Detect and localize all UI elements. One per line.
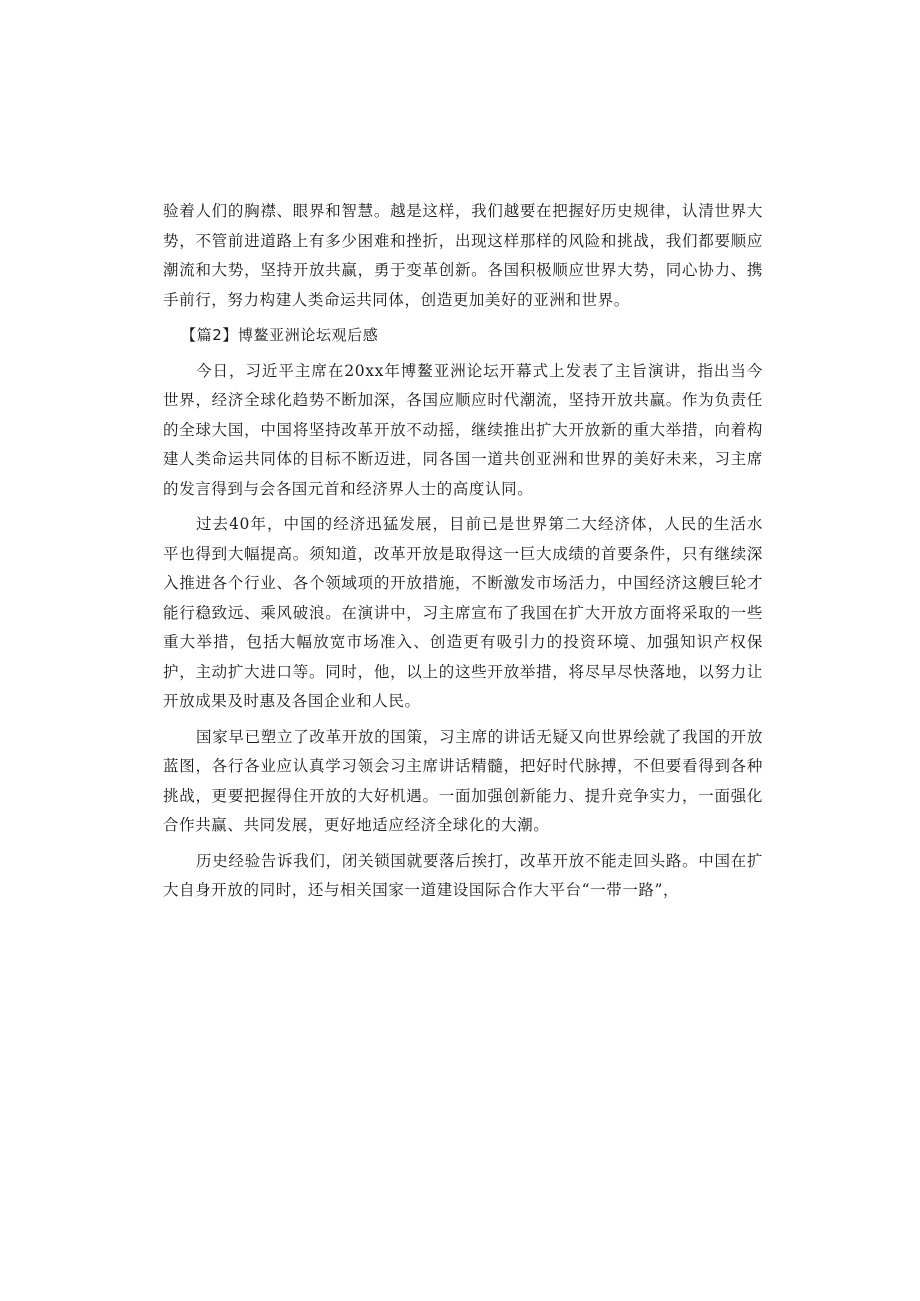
paragraph-4: 历史经验告诉我们，闭关锁国就要落后挨打，改革开放不能走回头路。中国在扩大自身开放的同时，还与相关国家一道建设国际合作大平台“一带一路”， <box>163 851 763 899</box>
document-body <box>163 197 763 906</box>
paragraph-continued: 验着人们的胸襟、眼界和智慧。越是这样，我们越要在把握好历史规律，认清世界大势，不管前进道路上有多少困难和挫折，出现这样那样的风险和挑战，我们都要顺应潮流和大势，坚持开放共赢，勇于变革创新。各国积极顺应世界大势，同心协力、携手前行，努力构建人类命运共同体，创造更加美好的亚洲和世界。 <box>163 202 763 309</box>
section-heading: 【篇2】博鳌亚洲论坛观后感 <box>181 326 379 344</box>
paragraph-2: 过去40年，中国的经济迅猛发展，目前已是世界第二大经济体，人民的生活水平也得到大幅提高。须知道，改革开放是取得这一巨大成绩的首要条件，只有继续深入推进各个行业、各个领域项的开放措施，不断激发市场活力，中国经济这艘巨轮才能行稳致远、乘风破浪。在演讲中，习主席宣布了我国在扩大开放方面将采取的一些重大举措，包括大幅放宽市场准入、创造更有吸引力的投资环境、加强知识产权保护，主动扩大进口等。同时，他，以上的这些开放举措，将尽早尽快落地，以努力让开放成果及时惠及各国企业和人民。 <box>163 515 763 710</box>
paragraph-1: 今日，习近平主席在20xx年博鳌亚洲论坛开幕式上发表了主旨演讲，指出当今世界，经济全球化趋势不断加深，各国应顺应时代潮流，坚持开放共赢。作为负责任的全球大国，中国将坚持改革开放不动摇，继续推出扩大开放新的重大举措，向着构建人类命运共同体的目标不断迈进，同各国一道共创亚洲和世界的美好未来，习主席的发言得到与会各国元首和经济界人士的高度认同。 <box>163 361 763 498</box>
paragraph-3: 国家早已塑立了改革开放的国策，习主席的讲话无疑又向世界绘就了我国的开放蓝图，各行各业应认真学习领会习主席讲话精髓，把好时代脉搏，不但要看得到各种挑战，更要把握得住开放的大好机遇。一面加强创新能力、提升竞争实力，一面强化合作共赢、共同发展，更好地适应经济全球化的大潮。 <box>163 727 763 834</box>
